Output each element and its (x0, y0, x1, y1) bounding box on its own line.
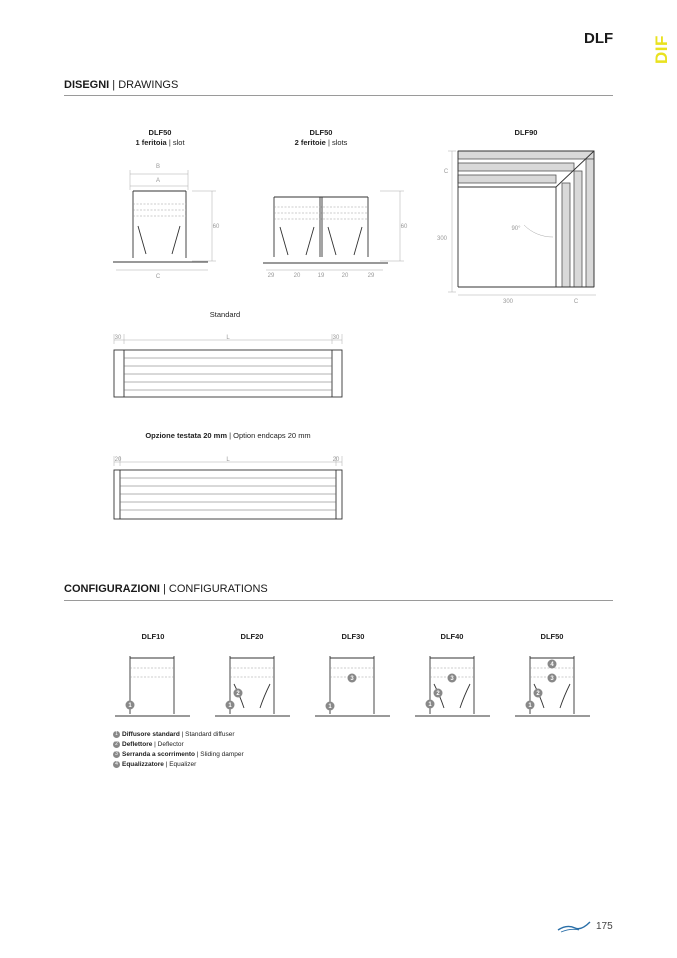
drawing-label-dlf50-1: DLF50 1 feritoia | slot (135, 128, 185, 147)
config-label-dlf50: DLF50 (540, 632, 564, 641)
dim-end-left: 20 (114, 457, 122, 463)
drawing-label-dlf50-2: DLF50 2 feritoie | slots (294, 128, 348, 147)
drawing-label-dlf90: DLF90 (514, 128, 538, 137)
marker-1-label: 1 (528, 703, 532, 709)
page-number: 175 (596, 921, 613, 932)
legend (113, 730, 244, 770)
legend-item: 3 Serranda a scorrimento | Sliding damper (113, 750, 244, 760)
corner-drawing-dlf90 (428, 145, 603, 310)
dim-h: 60 (212, 224, 220, 230)
config-label-dlf20: DLF20 (240, 632, 264, 641)
dim-end-l: L (226, 457, 230, 463)
section-title-drawings: DISEGNI | DRAWINGS (64, 79, 179, 91)
standard-label: Standard (209, 310, 241, 319)
marker-1-label: 1 (428, 702, 432, 708)
dim-c-bot: C (573, 299, 579, 305)
config-label-dlf30: DLF30 (341, 632, 365, 641)
section-rule (64, 600, 613, 601)
legend-item: 4 Equalizzatore | Equalizer (113, 760, 244, 770)
dim-std-left: 30 (114, 335, 122, 341)
dim-c: C (155, 274, 161, 280)
dim-end-right: 20 (332, 457, 340, 463)
marker-2-label: 2 (236, 691, 240, 697)
section-rule (64, 95, 613, 96)
config-label-dlf10: DLF10 (141, 632, 165, 641)
section-drawing-single-slot (108, 158, 218, 283)
marker-2-label: 2 (436, 691, 440, 697)
section-title-configurations: CONFIGURAZIONI | CONFIGURATIONS (64, 583, 268, 595)
dim-std-l: L (226, 335, 230, 341)
marker-2-label: 2 (536, 691, 540, 697)
marker-1-label: 1 (128, 703, 132, 709)
marker-3-label: 3 (550, 676, 554, 682)
dim-b: B (155, 164, 161, 170)
dim-std-right: 30 (332, 335, 340, 341)
dim-d2: 20 (293, 273, 301, 279)
dim-a: A (155, 178, 161, 184)
dim-300-h: 300 (436, 236, 448, 242)
product-code: DLF (584, 30, 614, 47)
marker-1-label: 1 (228, 703, 232, 709)
brand-wave-icon (557, 920, 591, 934)
dim-300-w: 300 (502, 299, 514, 305)
config-drawings (110, 650, 600, 722)
standard-strip-drawing (110, 330, 346, 402)
endcaps-strip-drawing (110, 452, 346, 524)
endcaps-label: Opzione testata 20 mm | Option endcaps 20 mm (145, 431, 311, 440)
legend-item: 2 Deflettore | Deflector (113, 740, 244, 750)
marker-3-label: 3 (350, 676, 354, 682)
config-label-dlf40: DLF40 (440, 632, 464, 641)
section-drawing-double-slot (258, 185, 408, 283)
legend-item: 1 Diffusore standard | Standard diffuser (113, 730, 244, 740)
dim-c-top: C (443, 169, 449, 175)
side-tab-label: DIF (652, 35, 671, 64)
dim-h2: 60 (400, 224, 408, 230)
marker-4-label: 4 (550, 662, 554, 668)
dim-angle: 90° (511, 226, 521, 232)
dim-d1: 29 (267, 273, 275, 279)
dim-d4: 20 (341, 273, 349, 279)
side-tab (648, 30, 677, 66)
marker-1-label: 1 (328, 704, 332, 710)
marker-3-label: 3 (450, 676, 454, 682)
dim-d3: 19 (317, 273, 325, 279)
dim-d5: 29 (367, 273, 375, 279)
